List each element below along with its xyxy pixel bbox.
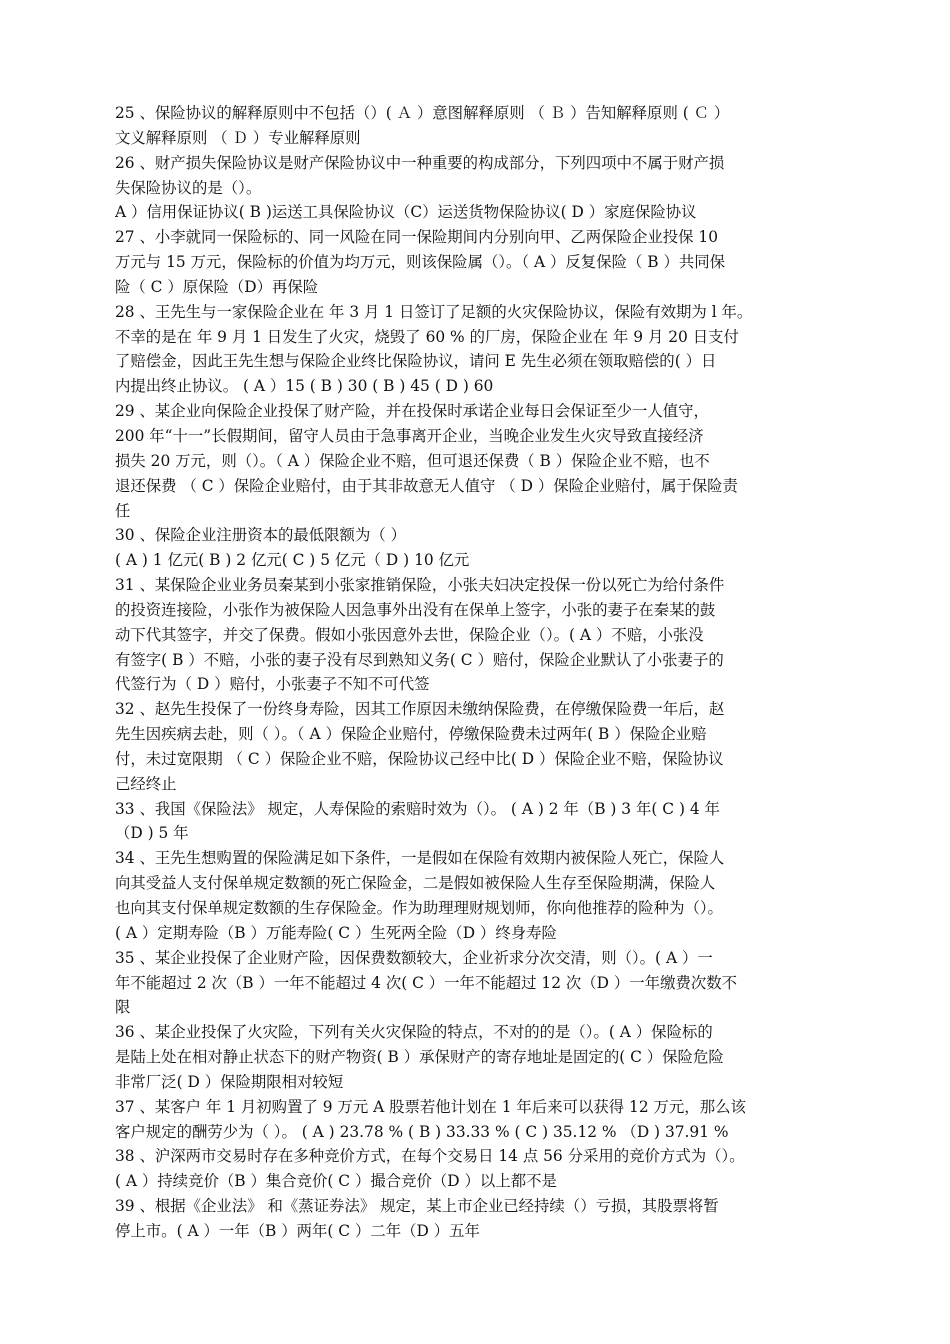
text-line: 的投资连接险，小张作为被保险人因急事外出没有在保单上签字，小张的妻子在秦某的鼓 [115, 600, 716, 619]
text-line: 30 、保险企业注册资本的最低限额为（ ） [115, 526, 407, 545]
text-line: 32 、赵先生投保了一份终身寿险，因其工作原因未缴纳保险费，在停缴保险费一年后，赵 [115, 700, 725, 719]
text-line: （D ) 5 年 [115, 824, 189, 843]
text-line: 退还保费 （ C ）保险企业赔付，由于其非故意无人值守 （ D ）保险企业赔付，属于保险责 [115, 476, 738, 495]
text-line: 向其受益人支付保单规定数额的死亡保险金，二是假如被保险人生存至保险期满，保险人 [115, 874, 716, 893]
text-line: 36 、某企业投保了火灾险，下列有关火灾保险的特点，不对的的是（）。( A ）保险标的 [115, 1023, 713, 1042]
text-line: 37 、某客户 年 1 月初购置了 9 万元 A 股票若他计划在 1 年后来可以获得 12 万元，那么该 [115, 1097, 746, 1116]
text-line: 不幸的是在 年 9 月 1 日发生了火灾，烧毁了 60 % 的厂房，保险企业在 年 9 月 20 日支付 [115, 327, 739, 346]
text-line: 26 、财产损失保险协议是财产保险协议中一种重要的构成部分，下列四项中不属于财产损 [115, 153, 725, 172]
text-line: A ）信用保证协议( B )运送工具保险协议（C）运送货物保险协议( D ）家庭保险协议 [115, 203, 697, 222]
text-line: 客户规定的酬劳少为（ ）。 ( A ) 23.78 % ( B ) 33.33 % ( C ) 35.12 % （D ) 37.91 % [115, 1122, 729, 1141]
text-line: 31 、某保险企业业务员秦某到小张家推销保险，小张夫妇决定投保一份以死亡为给付条件 [115, 576, 725, 595]
text-line: 先生因疾病去赴，则（ ）。（ A ）保险企业赔付，停缴保险费未过两年( B ）保险企业赔 [115, 725, 707, 744]
text-line: 33 、我国《保险法》 规定，人寿保险的索赔时效为（）。 ( A ) 2 年（B ) 3 年( C ) 4 年 [115, 799, 720, 818]
text-line: 失保险协议的是（）。 [115, 178, 262, 197]
text-line: 己经终止 [115, 774, 177, 793]
text-line: 34 、王先生想购置的保险满足如下条件，一是假如在保险有效期内被保险人死亡，保险人 [115, 849, 725, 868]
text-line: 文义解释原则 （ Ｄ ）专业解释原则 [115, 128, 361, 147]
text-line: 停上市。( A ）一年（B ）两年( C ）二年（D ）五年 [115, 1221, 480, 1240]
text-line: 29 、某企业向保险企业投保了财产险，并在投保时承诺企业每日会保证至少一人值守， [115, 402, 709, 421]
text-line: 限 [115, 998, 131, 1017]
text-line: 付，未过宽限期 （ C ）保险企业不赔，保险协议己经中比( D ）保险企业不赔，保险协议 [115, 749, 724, 768]
text-line: 28 、王先生与一家保险企业在 年 3 月 1 日签订了足额的火灾保险协议，保险有效期为 l 年。 [115, 302, 753, 321]
text-line: 是陆上处在相对静止状态下的财产物资( B ）承保财产的寄存地址是固定的( C ）保险危险 [115, 1048, 724, 1067]
text-line: 39 、根据《企业法》 和《蒸证券法》 规定，某上市企业已经持续（）亏损，其股票将暂 [115, 1197, 719, 1216]
document-body [115, 101, 843, 1244]
text-line: 万元与 15 万元，保险标的价值为均万元，则该保险属（）。（ A ）反复保险（ B ）共同保 [115, 253, 726, 272]
text-line: 也向其支付保单规定数额的生存保险金。作为助理理财规划师，你向他推荐的险种为（）。 [115, 899, 723, 917]
text-line: ( A ）持续竞价（B ）集合竞价( C ）撮合竞价（D ）以上都不是 [115, 1172, 557, 1191]
text-line: 代签行为（ D ）赔付，小张妻子不知不可代签 [115, 675, 430, 694]
text-line: 200 年“十一”长假期间，留守人员由于急事离开企业，当晚企业发生火灾导致直接经济 [115, 426, 704, 445]
text-line: ( A ）定期寿险（B ）万能寿险( C ）生死两全险（D ）终身寿险 [115, 923, 557, 942]
text-line: 有签字( B ）不赔，小张的妻子没有尽到熟知义务( C ）赔付，保险企业默认了小张妻子的 [115, 650, 724, 669]
text-line: 损失 20 万元，则（）。（ A ）保险企业不赔，但可退还保费（ B ）保险企业不赔，也不 [115, 451, 710, 470]
text-line: 非常厂泛( D ）保险期限相对较短 [115, 1072, 344, 1091]
text-line: 动下代其签字，并交了保费。假如小张因意外去世，保险企业（）。( A ）不赔，小张没 [115, 625, 704, 644]
text-line: 任 [115, 501, 131, 520]
text-line: 内提出终止协议。 ( A ）15 ( B ) 30 ( B ) 45 ( D ) 60 [115, 377, 494, 396]
text-line: 38 、沪深两市交易时存在多种竞价方式，在每个交易日 14 点 56 分采用的竞价方式为（）。 [115, 1147, 745, 1166]
text-line: 险（ C ）原保险（D）再保险 [115, 277, 319, 296]
text-line: ( A ) 1 亿元( B ) 2 亿元( C ) 5 亿元（ D ) 10 亿元 [115, 551, 470, 570]
text-line: 了赔偿金，因此王先生想与保险企业终比保险协议，请问 E 先生必须在领取赔偿的( ）日 [115, 352, 717, 371]
text-line: 25 、保险协议的解释原则中不包括（）( Ａ ）意图解释原则 （ Ｂ ）告知解释原则 ( Ｃ ） [115, 104, 730, 122]
text-line: 35 、某企业投保了企业财产险，因保费数额较大，企业祈求分次交清，则（）。( A ）一 [115, 948, 713, 967]
text-line: 年不能超过 2 次（B ）一年不能超过 4 次( C ）一年不能超过 12 次（D ）一年缴费次数不 [115, 973, 738, 992]
text-line: 27 、小李就同一保险标的、同一风险在同一保险期间内分别向甲、乙两保险企业投保 10 [115, 228, 719, 247]
